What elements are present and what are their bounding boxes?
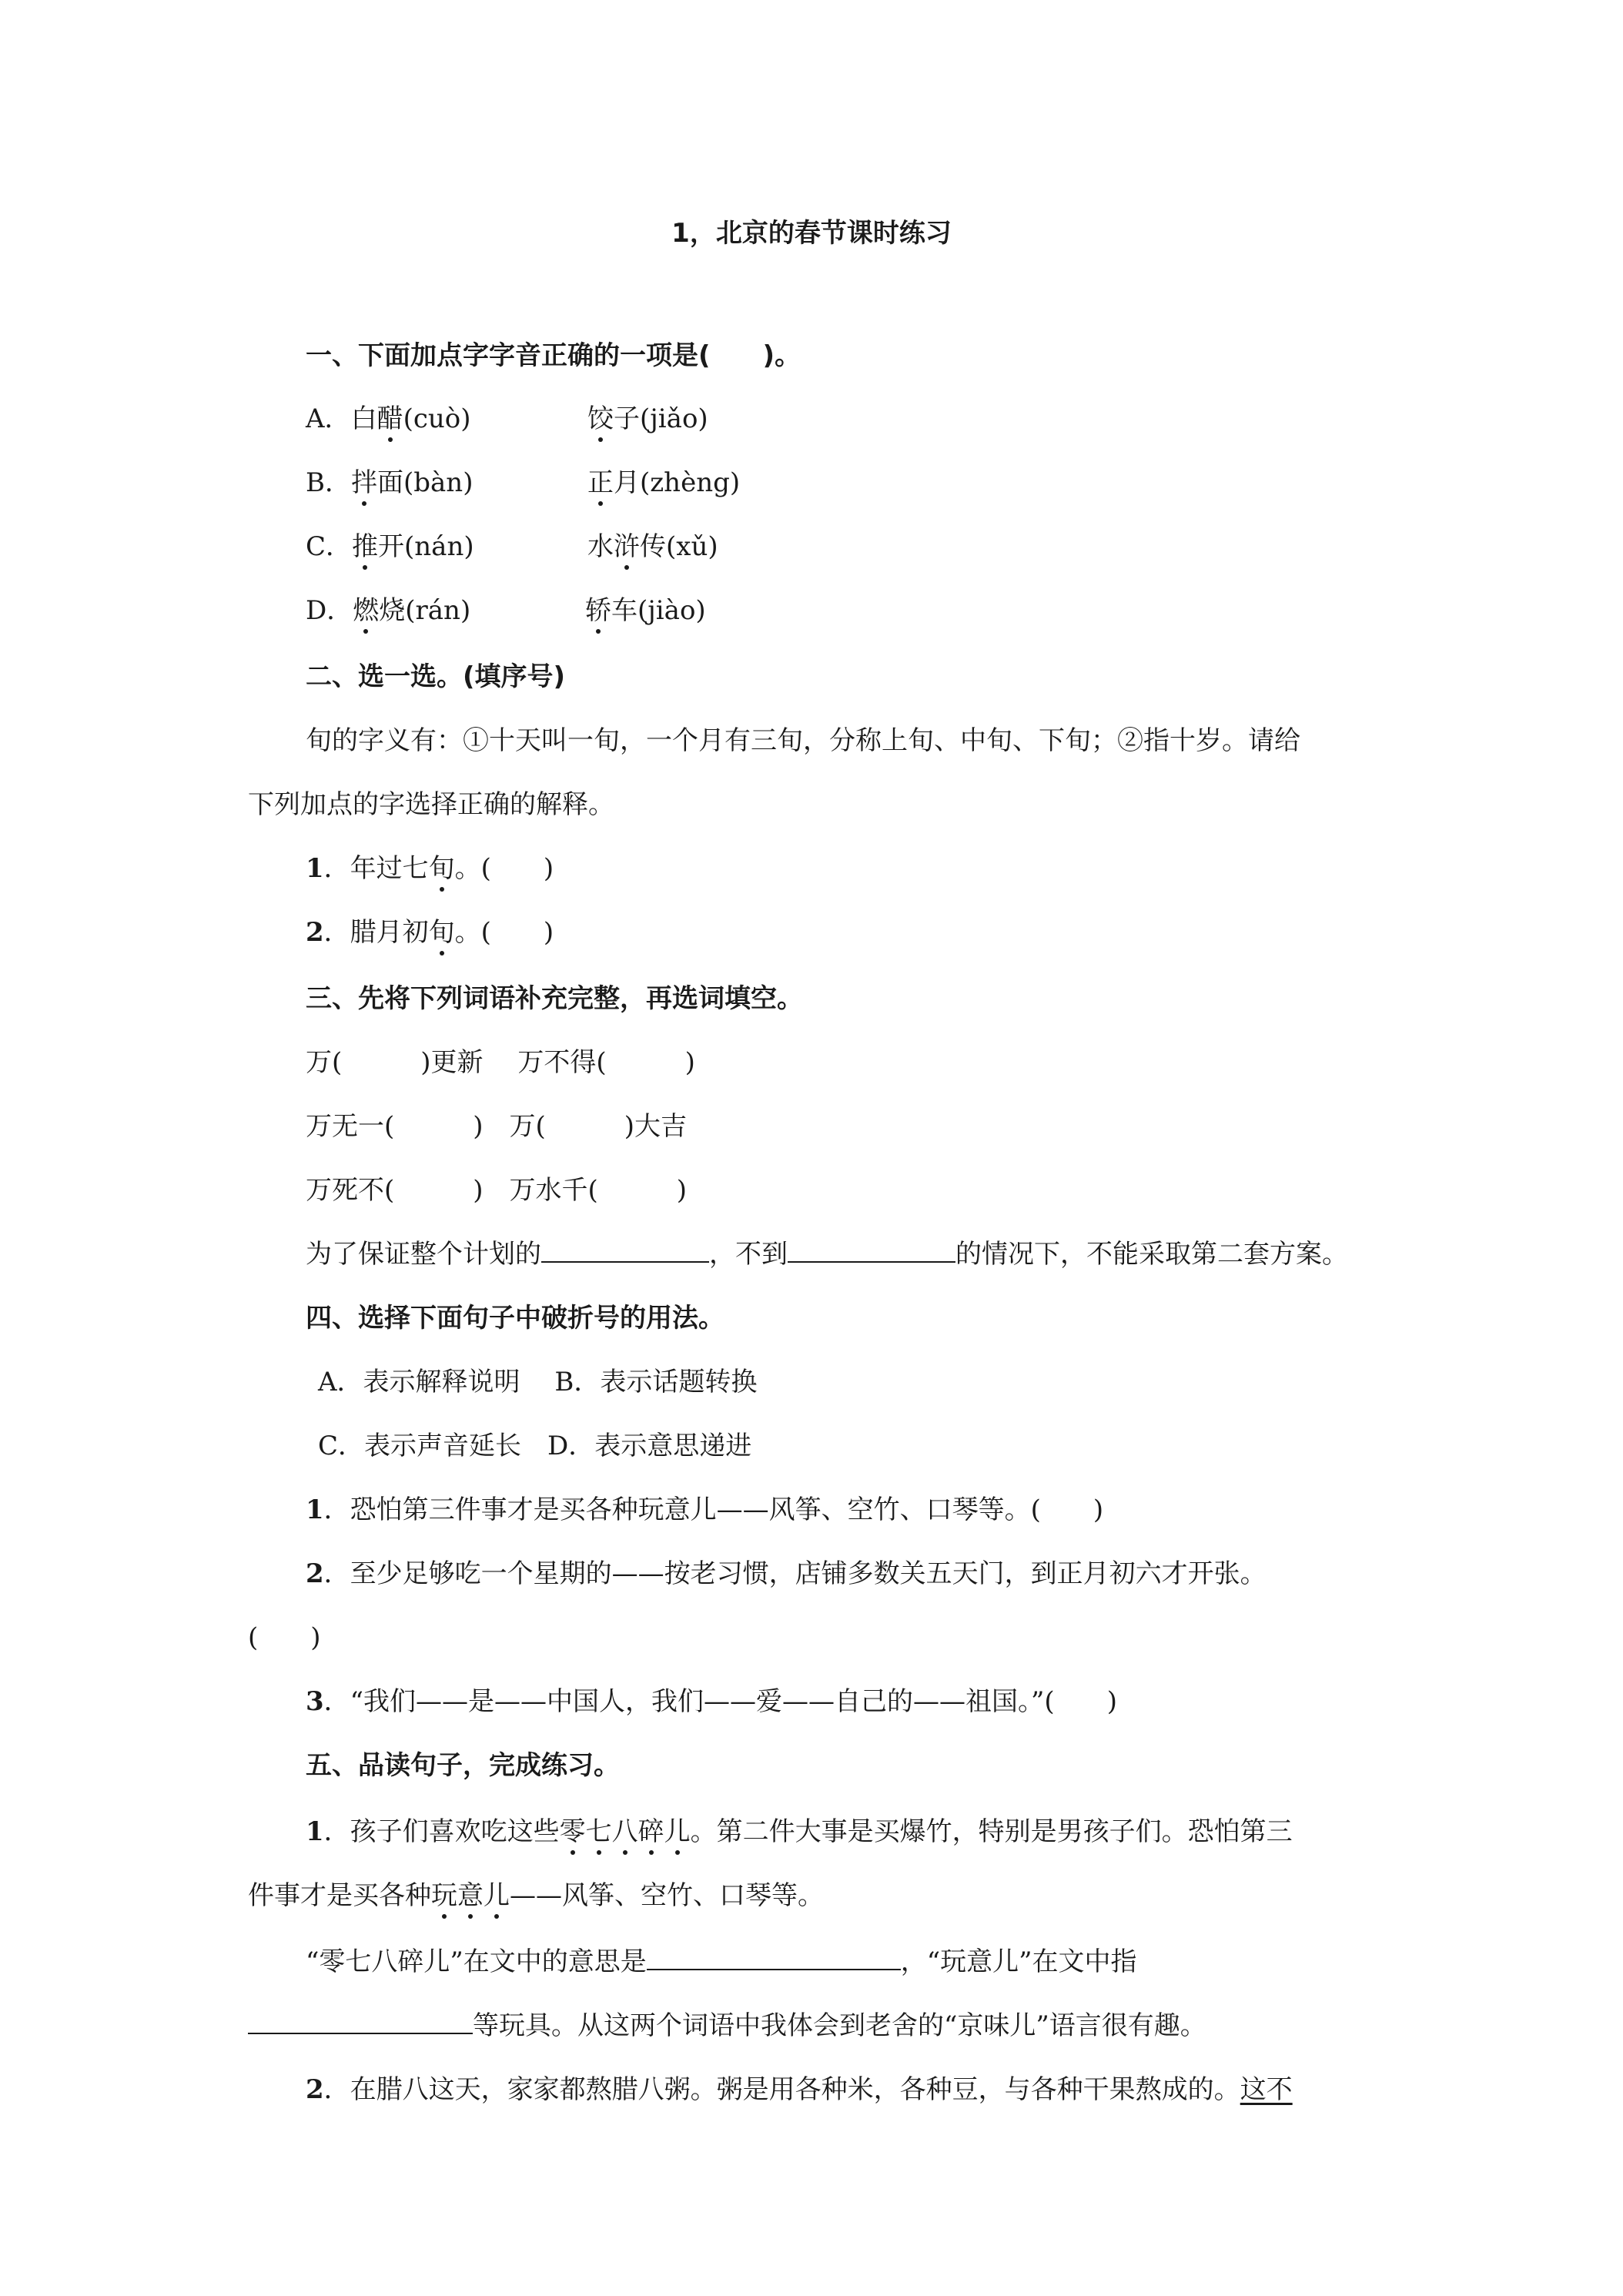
word-text: 子(jiǎo) — [614, 403, 708, 434]
item-number: 2 — [306, 1558, 324, 1589]
item-text: ．至少足够吃一个星期的——按老习惯，店铺多数关五天门，到正月初六才开张。 — [323, 1558, 1267, 1589]
q5-question-1-line2 — [248, 2009, 1206, 2043]
q3-heading: 三、先将下列词语补充完整，再选词填空。 — [306, 983, 803, 1014]
dotted-phrase — [560, 1816, 691, 1847]
question-text: ，“玩意儿”在文中指 — [900, 1946, 1137, 1977]
q1-heading: 一、下面加点字字音正确的一项是( )。 — [306, 340, 801, 371]
answer-blank[interactable]: 。( ) — [454, 853, 554, 884]
q2-intro-line2: 下列加点的字选择正确的解释。 — [248, 789, 614, 820]
passage-text: ．孩子们喜欢吃这些 — [323, 1816, 560, 1847]
dotted-char: 八 — [611, 1816, 638, 1847]
sentence-text: 的情况下，不能采取第二套方案。 — [955, 1239, 1348, 1270]
dotted-char: 饺 — [587, 403, 614, 434]
word-text: 月(zhèng) — [614, 467, 741, 498]
q1-option-a — [306, 402, 471, 436]
option-label: C． — [306, 531, 353, 562]
q2-intro-line1: 旬的字义有：①十天叫一旬，一个月有三旬，分称上旬、中旬、下旬；②指十岁。请给 — [306, 725, 1300, 756]
word-text: 白 — [350, 403, 377, 434]
page-title: 1，北京的春节课时练习 — [671, 218, 952, 249]
q5-heading: 五、品读句子，完成练习。 — [306, 1750, 620, 1781]
item-number: 1 — [306, 853, 324, 884]
option-label: A． — [306, 403, 351, 434]
passage-text: ．在腊八这天，家家都熬腊八粥。粥是用各种米，各种豆，与各种干果熬成的。 — [323, 2074, 1240, 2105]
fill-blank-1[interactable] — [541, 1238, 709, 1263]
dotted-phrase — [431, 1880, 510, 1911]
word-text: 开(nán) — [378, 531, 474, 562]
item-number: 1 — [306, 1816, 324, 1847]
q4-item-2-answer[interactable]: ( ) — [248, 1622, 321, 1653]
q4-item-1 — [306, 1493, 1103, 1527]
dotted-char: 拌 — [351, 467, 377, 498]
dotted-char: 轿 — [585, 595, 611, 626]
dotted-char: 燃 — [353, 595, 380, 626]
underlined-text: 这不 — [1240, 2074, 1293, 2105]
q5-passage-1-line1 — [306, 1815, 1293, 1849]
item-text[interactable]: ．恐怕第三件事才是买各种玩意儿——风筝、空竹、口琴等。( ) — [323, 1494, 1104, 1525]
item-text: ．腊月初 — [323, 917, 429, 948]
q1-option-a-word2 — [587, 402, 708, 436]
passage-text: 件事才是买各种 — [248, 1880, 431, 1911]
q5-passage-1-line2 — [248, 1879, 824, 1913]
q4-item-3 — [306, 1685, 1117, 1719]
item-text: ．年过七 — [323, 853, 429, 884]
dotted-char: 儿 — [484, 1880, 510, 1911]
passage-text: 。第二件大事是买爆竹，特别是男孩子们。恐怕第三 — [690, 1816, 1293, 1847]
fill-blank-4[interactable] — [248, 2010, 473, 2034]
item-number: 2 — [306, 2074, 324, 2105]
dotted-char: 七 — [585, 1816, 612, 1847]
q3-fill-sentence — [306, 1237, 1348, 1271]
word-text: 烧(rán) — [379, 595, 471, 626]
item-number: 3 — [306, 1686, 324, 1717]
q3-row-1[interactable]: 万( )更新 万不得( ) — [306, 1047, 695, 1078]
dotted-char: 意 — [457, 1880, 484, 1911]
q3-row-3[interactable]: 万死不( ) 万水千( ) — [306, 1175, 688, 1206]
dotted-char: 醋 — [376, 403, 403, 434]
word-text: 面(bàn) — [377, 467, 474, 498]
item-number: 1 — [306, 1494, 324, 1525]
option-label: D． — [306, 595, 353, 626]
q5-passage-2 — [306, 2073, 1293, 2107]
answer-blank[interactable]: 。( ) — [454, 917, 554, 948]
q4-options-row-1: A．表示解释说明 B．表示话题转换 — [318, 1367, 758, 1397]
word-text: (cuò) — [403, 403, 471, 434]
q4-options-row-2: C．表示声音延长 D．表示意思递进 — [318, 1431, 752, 1461]
q2-item-2 — [306, 915, 554, 949]
sentence-text: 为了保证整个计划的 — [306, 1239, 541, 1270]
dotted-char: 零 — [559, 1816, 586, 1847]
dotted-char: 推 — [352, 531, 379, 562]
sentence-text: ，不到 — [709, 1239, 788, 1270]
question-text: “零七八碎儿”在文中的意思是 — [306, 1946, 647, 1977]
dotted-char: 碎 — [637, 1816, 664, 1847]
passage-text: ——风筝、空竹、口琴等。 — [510, 1880, 824, 1911]
fill-blank-3[interactable] — [647, 1946, 901, 1970]
q1-option-d-word2 — [585, 594, 706, 628]
q1-option-c — [306, 530, 474, 564]
q2-item-1 — [306, 852, 554, 885]
dotted-char: 玩 — [431, 1880, 457, 1911]
item-text[interactable]: ．“我们——是——中国人，我们——爱——自己的——祖国。”( ) — [323, 1686, 1117, 1717]
dotted-char: 浒 — [614, 531, 640, 562]
q1-option-d — [306, 594, 470, 628]
question-text: 等玩具。从这两个词语中我体会到老舍的“京味儿”语言很有趣。 — [473, 2010, 1206, 2041]
word-text: 车(jiào) — [611, 595, 706, 626]
dotted-char: 儿 — [664, 1816, 691, 1847]
q1-option-c-word2 — [587, 530, 718, 564]
option-label: B． — [306, 467, 351, 498]
q1-option-b-word2 — [587, 466, 740, 500]
fill-blank-2[interactable] — [788, 1238, 955, 1263]
q4-heading: 四、选择下面句子中破折号的用法。 — [306, 1303, 724, 1334]
dotted-char: 正 — [587, 467, 614, 498]
dotted-char: 旬 — [428, 853, 455, 884]
q3-row-2[interactable]: 万无一( ) 万( )大吉 — [306, 1111, 688, 1142]
q4-item-2 — [306, 1557, 1267, 1591]
item-number: 2 — [306, 917, 324, 948]
q2-heading: 二、选一选。(填序号) — [306, 661, 566, 692]
dotted-char: 旬 — [428, 917, 455, 948]
q1-option-b — [306, 466, 473, 500]
q5-question-1 — [306, 1945, 1137, 1979]
word-text: 水 — [587, 531, 614, 562]
word-text: 传(xǔ) — [640, 531, 718, 562]
